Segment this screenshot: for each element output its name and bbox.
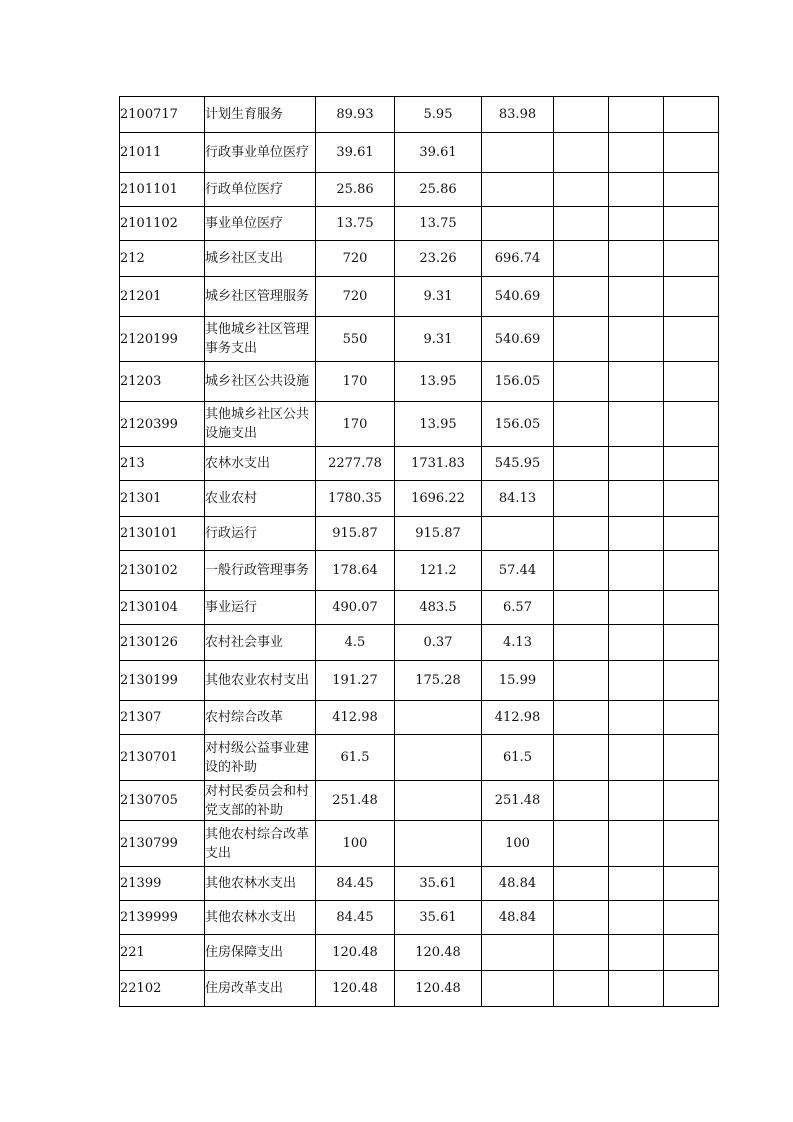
cell-code: 2130701 (120, 735, 205, 781)
cell-name: 其他城乡社区公共设施支出 (205, 402, 316, 447)
cell-empty (554, 591, 609, 625)
cell-total: 84.45 (316, 867, 395, 901)
table-row (120, 971, 719, 1007)
cell-empty (609, 207, 664, 241)
table-row (120, 701, 719, 735)
cell-project: 100 (482, 821, 554, 867)
cell-empty (554, 551, 609, 591)
cell-project: 156.05 (482, 402, 554, 447)
cell-total: 120.48 (316, 971, 395, 1007)
cell-empty (609, 551, 664, 591)
cell-empty (554, 781, 609, 821)
cell-empty (664, 241, 719, 277)
cell-empty (609, 661, 664, 701)
cell-empty (664, 447, 719, 481)
cell-empty (664, 935, 719, 971)
cell-basic (395, 781, 482, 821)
cell-empty (554, 661, 609, 701)
cell-project: 61.5 (482, 735, 554, 781)
cell-basic: 120.48 (395, 935, 482, 971)
cell-total: 720 (316, 277, 395, 317)
cell-name: 农村社会事业 (205, 625, 316, 661)
cell-empty (664, 821, 719, 867)
cell-code: 2139999 (120, 901, 205, 935)
cell-name: 对村级公益事业建设的补助 (205, 735, 316, 781)
cell-empty (664, 551, 719, 591)
cell-empty (554, 402, 609, 447)
table-row (120, 781, 719, 821)
cell-total: 550 (316, 317, 395, 362)
cell-code: 2120199 (120, 317, 205, 362)
cell-empty (609, 402, 664, 447)
cell-name: 行政事业单位医疗 (205, 133, 316, 173)
cell-empty (609, 701, 664, 735)
table-row (120, 625, 719, 661)
cell-total: 84.45 (316, 901, 395, 935)
cell-name: 城乡社区支出 (205, 241, 316, 277)
cell-name: 行政单位医疗 (205, 173, 316, 207)
cell-project: 4.13 (482, 625, 554, 661)
cell-name: 计划生育服务 (205, 97, 316, 133)
cell-code: 2130705 (120, 781, 205, 821)
cell-empty (609, 625, 664, 661)
cell-total: 251.48 (316, 781, 395, 821)
cell-empty (609, 901, 664, 935)
cell-total: 915.87 (316, 517, 395, 551)
cell-empty (664, 625, 719, 661)
cell-total: 170 (316, 362, 395, 402)
cell-name: 农业农村 (205, 481, 316, 517)
table-row (120, 241, 719, 277)
cell-total: 25.86 (316, 173, 395, 207)
cell-basic: 483.5 (395, 591, 482, 625)
cell-project: 412.98 (482, 701, 554, 735)
cell-project: 83.98 (482, 97, 554, 133)
cell-code: 213 (120, 447, 205, 481)
cell-basic: 25.86 (395, 173, 482, 207)
cell-basic (395, 735, 482, 781)
cell-project (482, 517, 554, 551)
table-row (120, 481, 719, 517)
cell-basic: 121.2 (395, 551, 482, 591)
cell-code: 21201 (120, 277, 205, 317)
cell-name: 其他农林水支出 (205, 867, 316, 901)
cell-empty (664, 207, 719, 241)
cell-empty (609, 241, 664, 277)
cell-total: 61.5 (316, 735, 395, 781)
cell-total: 120.48 (316, 935, 395, 971)
cell-empty (609, 735, 664, 781)
table-row (120, 173, 719, 207)
cell-empty (664, 591, 719, 625)
cell-empty (664, 661, 719, 701)
cell-empty (664, 517, 719, 551)
cell-total: 4.5 (316, 625, 395, 661)
cell-project: 15.99 (482, 661, 554, 701)
cell-project: 57.44 (482, 551, 554, 591)
table-row (120, 133, 719, 173)
cell-empty (554, 447, 609, 481)
cell-empty (664, 971, 719, 1007)
cell-project: 540.69 (482, 317, 554, 362)
cell-project (482, 207, 554, 241)
cell-name: 一般行政管理事务 (205, 551, 316, 591)
cell-empty (664, 901, 719, 935)
cell-empty (609, 481, 664, 517)
cell-project: 251.48 (482, 781, 554, 821)
cell-name: 事业运行 (205, 591, 316, 625)
cell-total: 100 (316, 821, 395, 867)
table-row (120, 317, 719, 362)
cell-empty (609, 867, 664, 901)
cell-empty (664, 867, 719, 901)
cell-total: 178.64 (316, 551, 395, 591)
cell-basic: 0.37 (395, 625, 482, 661)
table-row (120, 277, 719, 317)
cell-basic: 23.26 (395, 241, 482, 277)
cell-code: 2130104 (120, 591, 205, 625)
cell-project: 156.05 (482, 362, 554, 402)
cell-empty (609, 317, 664, 362)
table-row (120, 735, 719, 781)
cell-total: 1780.35 (316, 481, 395, 517)
cell-name: 住房改革支出 (205, 971, 316, 1007)
cell-empty (664, 701, 719, 735)
cell-empty (609, 591, 664, 625)
cell-basic: 915.87 (395, 517, 482, 551)
budget-table-body (120, 97, 719, 1007)
cell-empty (609, 935, 664, 971)
cell-empty (554, 971, 609, 1007)
cell-code: 22102 (120, 971, 205, 1007)
cell-code: 2130799 (120, 821, 205, 867)
table-row (120, 661, 719, 701)
cell-total: 412.98 (316, 701, 395, 735)
cell-empty (664, 402, 719, 447)
cell-basic (395, 821, 482, 867)
cell-empty (554, 97, 609, 133)
cell-code: 2120399 (120, 402, 205, 447)
cell-empty (609, 362, 664, 402)
cell-empty (554, 517, 609, 551)
cell-code: 2130126 (120, 625, 205, 661)
table-row (120, 362, 719, 402)
cell-name: 其他城乡社区管理事务支出 (205, 317, 316, 362)
cell-empty (664, 133, 719, 173)
cell-code: 2130102 (120, 551, 205, 591)
cell-total: 89.93 (316, 97, 395, 133)
cell-code: 221 (120, 935, 205, 971)
cell-empty (554, 821, 609, 867)
cell-empty (554, 901, 609, 935)
cell-basic: 35.61 (395, 901, 482, 935)
cell-name: 农林水支出 (205, 447, 316, 481)
cell-project: 696.74 (482, 241, 554, 277)
table-row (120, 447, 719, 481)
budget-table (119, 96, 719, 1007)
cell-project: 6.57 (482, 591, 554, 625)
cell-empty (554, 867, 609, 901)
cell-name: 其他农林水支出 (205, 901, 316, 935)
cell-total: 170 (316, 402, 395, 447)
cell-empty (609, 447, 664, 481)
cell-basic: 9.31 (395, 277, 482, 317)
cell-basic: 39.61 (395, 133, 482, 173)
table-row (120, 97, 719, 133)
cell-empty (664, 317, 719, 362)
cell-empty (554, 207, 609, 241)
cell-basic: 13.75 (395, 207, 482, 241)
cell-project (482, 935, 554, 971)
cell-code: 2130101 (120, 517, 205, 551)
cell-basic: 175.28 (395, 661, 482, 701)
cell-empty (664, 362, 719, 402)
cell-code: 21301 (120, 481, 205, 517)
table-row (120, 207, 719, 241)
cell-empty (664, 97, 719, 133)
cell-empty (609, 781, 664, 821)
cell-code: 21011 (120, 133, 205, 173)
table-row (120, 402, 719, 447)
cell-total: 2277.78 (316, 447, 395, 481)
cell-project: 48.84 (482, 867, 554, 901)
cell-name: 城乡社区公共设施 (205, 362, 316, 402)
cell-empty (664, 277, 719, 317)
cell-total: 39.61 (316, 133, 395, 173)
cell-name: 其他农村综合改革支出 (205, 821, 316, 867)
cell-basic (395, 701, 482, 735)
cell-project (482, 971, 554, 1007)
cell-code: 2101101 (120, 173, 205, 207)
cell-name: 行政运行 (205, 517, 316, 551)
cell-empty (554, 362, 609, 402)
cell-code: 21307 (120, 701, 205, 735)
cell-total: 13.75 (316, 207, 395, 241)
cell-name: 农村综合改革 (205, 701, 316, 735)
table-row (120, 821, 719, 867)
cell-basic: 120.48 (395, 971, 482, 1007)
cell-empty (609, 133, 664, 173)
cell-code: 2100717 (120, 97, 205, 133)
table-row (120, 517, 719, 551)
cell-project: 540.69 (482, 277, 554, 317)
cell-empty (554, 241, 609, 277)
cell-name: 事业单位医疗 (205, 207, 316, 241)
cell-empty (664, 481, 719, 517)
cell-project: 84.13 (482, 481, 554, 517)
cell-empty (609, 97, 664, 133)
cell-code: 2101102 (120, 207, 205, 241)
cell-total: 490.07 (316, 591, 395, 625)
cell-basic: 5.95 (395, 97, 482, 133)
cell-name: 对村民委员会和村党支部的补助 (205, 781, 316, 821)
cell-basic: 1731.83 (395, 447, 482, 481)
cell-empty (554, 481, 609, 517)
cell-empty (554, 317, 609, 362)
cell-name: 其他农业农村支出 (205, 661, 316, 701)
table-row (120, 935, 719, 971)
cell-total: 720 (316, 241, 395, 277)
cell-basic: 13.95 (395, 362, 482, 402)
cell-basic: 13.95 (395, 402, 482, 447)
cell-code: 21203 (120, 362, 205, 402)
cell-project: 48.84 (482, 901, 554, 935)
cell-project: 545.95 (482, 447, 554, 481)
cell-empty (609, 277, 664, 317)
cell-name: 住房保障支出 (205, 935, 316, 971)
cell-empty (554, 133, 609, 173)
cell-empty (554, 625, 609, 661)
cell-empty (609, 517, 664, 551)
cell-basic: 9.31 (395, 317, 482, 362)
cell-basic: 35.61 (395, 867, 482, 901)
cell-empty (554, 701, 609, 735)
cell-empty (664, 781, 719, 821)
cell-code: 212 (120, 241, 205, 277)
table-row (120, 867, 719, 901)
cell-empty (609, 173, 664, 207)
cell-empty (554, 935, 609, 971)
cell-empty (554, 735, 609, 781)
table-row (120, 551, 719, 591)
cell-empty (554, 277, 609, 317)
cell-total: 191.27 (316, 661, 395, 701)
cell-code: 2130199 (120, 661, 205, 701)
cell-empty (664, 735, 719, 781)
table-row (120, 591, 719, 625)
cell-project (482, 133, 554, 173)
cell-name: 城乡社区管理服务 (205, 277, 316, 317)
cell-empty (664, 173, 719, 207)
cell-empty (609, 971, 664, 1007)
cell-empty (609, 821, 664, 867)
cell-project (482, 173, 554, 207)
cell-code: 21399 (120, 867, 205, 901)
table-row (120, 901, 719, 935)
cell-empty (554, 173, 609, 207)
cell-basic: 1696.22 (395, 481, 482, 517)
